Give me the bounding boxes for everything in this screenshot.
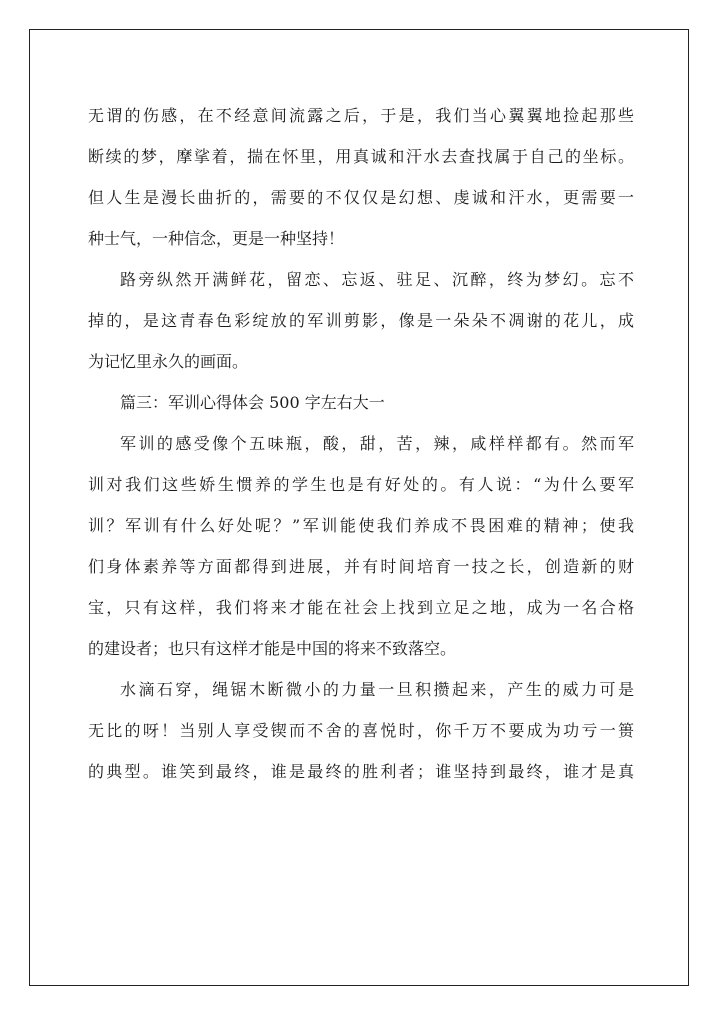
paragraph-1-line-1: 无谓的伤感，在不经意间流露之后，于是，我们当心翼翼地捡起那些 — [88, 106, 634, 125]
paragraph-1-line-2: 断续的梦，摩挲着，揣在怀里，用真诚和汗水去查找属于自己的坐标。 — [88, 147, 634, 166]
paragraph-3-line-6: 的建设者；也只有这样才能是中国的将来不致落空。 — [88, 639, 457, 658]
paragraph-2-line-3: 为记忆里永久的画面。 — [88, 352, 249, 371]
paragraph-1-line-4: 种士气，一种信念，更是一种坚持！ — [88, 229, 345, 248]
paragraph-4-line-3: 的典型。谁笑到最终，谁是最终的胜利者；谁坚持到最终，谁才是真 — [88, 762, 634, 781]
paragraph-1-line-3: 但人生是漫长曲折的，需要的不仅仅是幻想、虔诚和汗水，更需要一 — [88, 188, 634, 207]
paragraph-4-line-2: 无比的呀！当别人享受锲而不舍的喜悦时，你千万不要成为功亏一篑 — [88, 721, 634, 740]
paragraph-4-line-1: 水滴石穿，绳锯木断微小的力量一旦积攒起来，产生的威力可是 — [120, 680, 634, 699]
section-heading: 篇三：军训心得体会 500 字左右大一 — [120, 393, 385, 412]
paragraph-2-line-1: 路旁纵然开满鲜花，留恋、忘返、驻足、沉醉，终为梦幻。忘不 — [120, 270, 634, 289]
paragraph-3-line-1: 军训的感受像个五味瓶，酸，甜，苦，辣，咸样样都有。然而军 — [120, 434, 634, 453]
document-body — [88, 95, 634, 792]
paragraph-3-line-2: 训对我们这些娇生惯养的学生也是有好处的。有人说：“为什么要军 — [88, 475, 634, 494]
paragraph-3-line-3: 训？军训有什么好处呢？”军训能使我们养成不畏困难的精神；使我 — [88, 516, 634, 535]
paragraph-2-line-2: 掉的，是这青春色彩绽放的军训剪影，像是一朵朵不凋谢的花儿，成 — [88, 311, 634, 330]
paragraph-3-line-4: 们身体素养等方面都得到进展，并有时间培育一技之长，创造新的财 — [88, 557, 634, 576]
paragraph-3-line-5: 宝，只有这样，我们将来才能在社会上找到立足之地，成为一名合格 — [88, 598, 634, 617]
